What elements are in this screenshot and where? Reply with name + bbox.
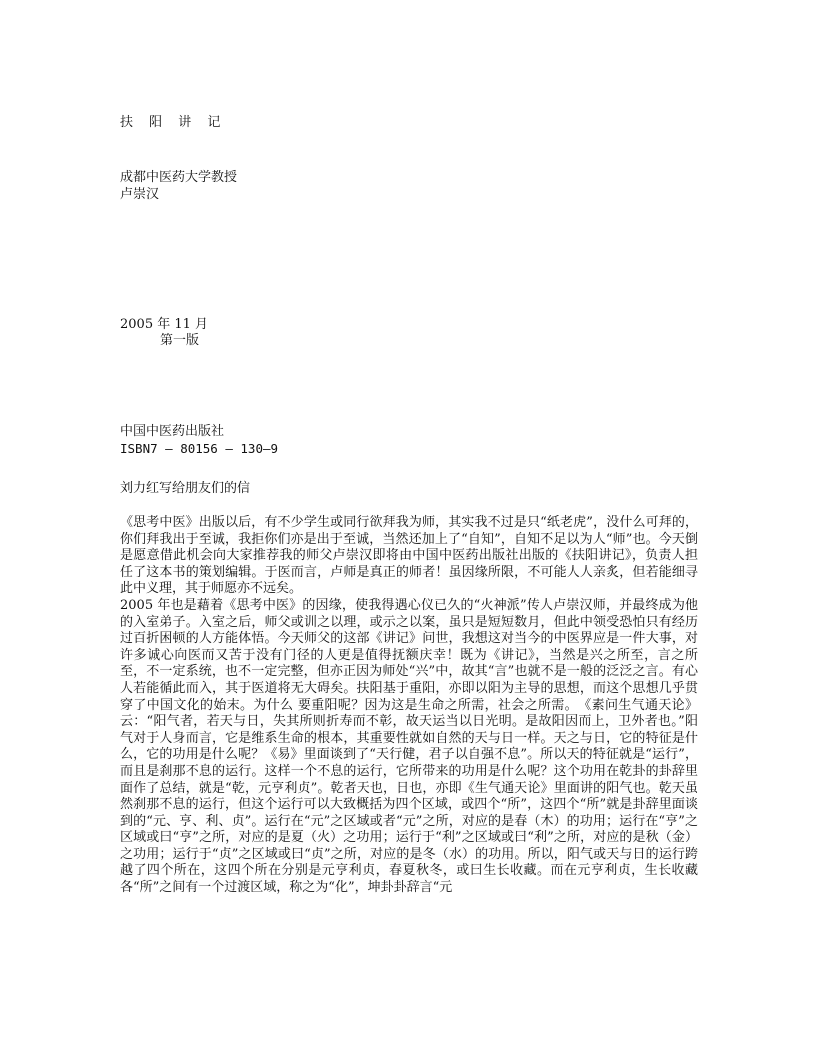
isbn-number: ISBN7 — 80156 — 130—9	[120, 441, 279, 456]
letter-body	[120, 515, 698, 897]
body-paragraph-2: 2005 年也是藉着《思考中医》的因缘，使我得遇心仪已久的“火神派”传人卢崇汉师，并最终成为他的入室弟子。入室之后，师父或训之以理，或示之以案，虽只是短短数月，但此中领受恐怕只有经历过百折困顿的人方能体悟。今天师父的这部《讲记》问世，我想这对当今的中医界应是一件大事，对许多诚心向医而又苦于没有门径的人更是值得抚额庆幸！既为《讲记》，当然是兴之所至，言之所至，不一定系统，也不一定完整，但亦正因为师处“兴”中，故其“言”也就不是一般的泛泛之言。有心人若能循此而入，其于医道将无大碍矣。扶阳基于重阳，亦即以阳为主导的思想，而这个思想几乎贯穿了中国文化的始末。为什么 要重阳呢？因为这是生命之所需，社会之所需。 《素问生气通天论》云：“阳气者，若天与日，失其所则折寿而不彰，故天运当以日光明。是故阳因而上，卫外者也。”阳气对于人身而言，它是维系生命的根本，其重要性就如自然的天与日一样。天之与日，它的特征是什么，它的功用是什么呢？《易》里面谈到了“天行健，君子以自强不息”。所以天的特征就是“运行”，而且是刹那不息的运行。这样一个不息的运行，它所带来的功用是什么呢？这个功用在乾卦的卦辞里面作了总结，就是“乾，元亨利贞”。乾者天也，日也，亦即《生气通天论》里面讲的阳气也。乾天虽然刹那不息的运行，但这个运行可以大致概括为四个区域，或四个“所”，这四个“所”就是卦辞里面谈到的“元、亨、利、贞”。运行在“元”之区域或者“元”之所，对应的是春（木）的功用；运行在“亨”之区域或曰“亨”之所，对应的是夏（火）之功用；运行于“利”之区域或曰“利”之所，对应的是秋（金）之功用；运行于“贞”之区域或曰“贞”之所，对应的是冬（水）的功用。所以，阳气或天与日的运行跨越了四个所在，这四个所在分别是元亨利贞，春夏秋冬，或曰生长收藏。而在元亨利贞，生长收藏各“所”之间有一个过渡区域，称之为“化”，坤卦卦辞言“元	[120, 597, 698, 896]
author-affiliation: 成都中医药大学教授	[120, 170, 238, 185]
book-title: 扶 阳 讲 记	[120, 115, 227, 130]
author-name: 卢崇汉	[120, 187, 160, 202]
publisher-name: 中国中医药出版社	[120, 424, 225, 439]
publication-date: 2005 年 11 月	[120, 317, 209, 332]
edition-label: 第一版	[160, 333, 200, 348]
letter-heading: 刘力红写给朋友们的信	[120, 481, 251, 496]
body-paragraph-1: 《思考中医》出版以后，有不少学生或同行欲拜我为师，其实我不过是只“纸老虎”，没什么可拜的，你们拜我出于至诚，我拒你们亦是出于至诚，当然还加上了“自知”，自知不足以为人“师”也。今天倒是愿意借此机会向大家推荐我的师父卢崇汉即将由中国中医药出版社出版的《扶阳讲记》，负责人担任了这本书的策划编辑。于医而言，卢师是真正的师者！虽因缘所限，不可能人人亲炙，但若能细寻此中义理，其于师愿亦不远矣。	[120, 515, 698, 597]
